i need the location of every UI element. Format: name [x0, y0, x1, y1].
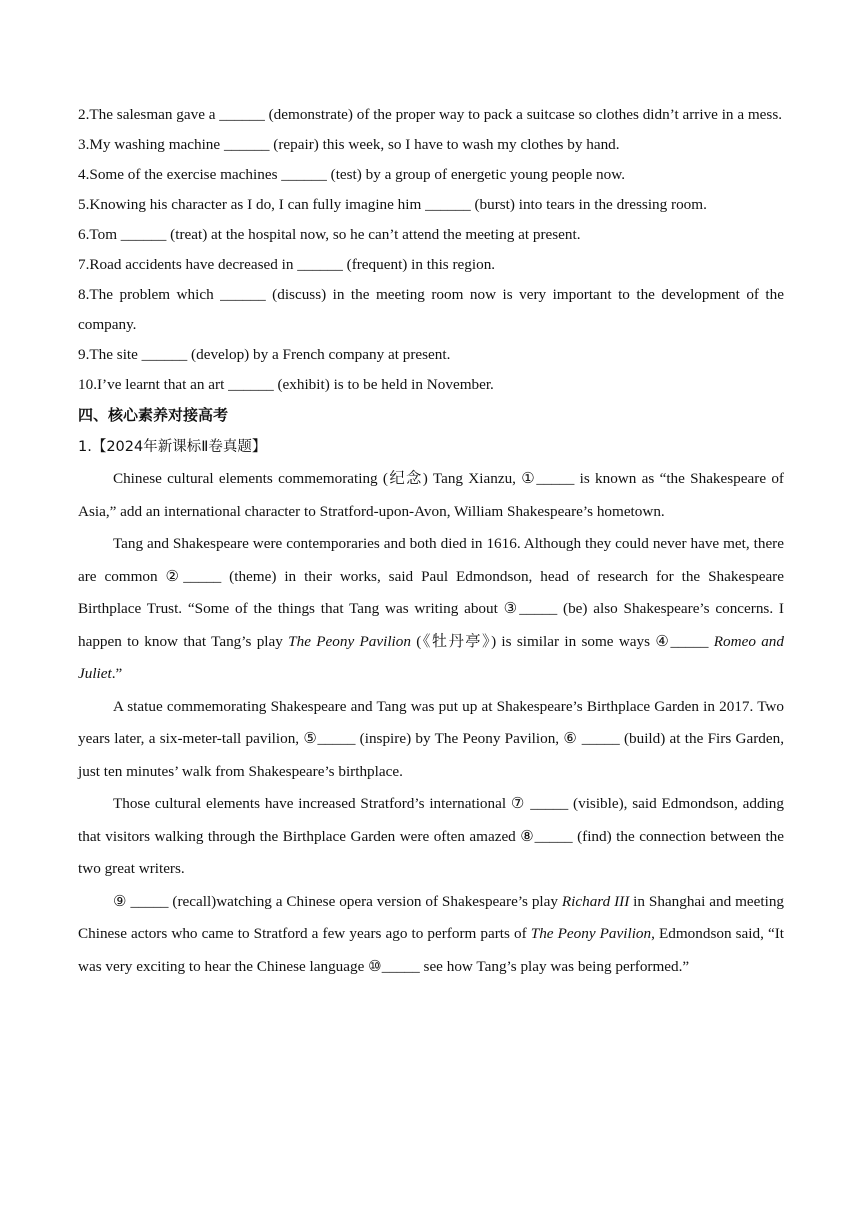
exercise-item-10: 10.I’ve learnt that an art ______ (exhibit) is to be held in November. [78, 376, 494, 393]
exercise-item-6: 6.Tom ______ (treat) at the hospital now, so he can’t attend the meeting at present. [78, 226, 581, 243]
play-title: The Peony Pavilion [288, 632, 411, 650]
exercise-item-2: 2.The salesman gave a ______ (demonstrate) of the proper way to pack a suitcase so clothes didn’t arrive in a mess. [78, 106, 783, 123]
exercise-item-4: 4.Some of the exercise machines ______ (test) by a group of energetic young people now. [78, 166, 626, 183]
play-title: Richard III [561, 892, 630, 910]
exercise-item-3: 3.My washing machine ______ (repair) this week, so I have to wash my clothes by hand. [78, 136, 620, 153]
page-content [78, 100, 784, 983]
play-title: The Peony Pavilion [530, 925, 652, 942]
play-title: Romeo and Juliet [78, 632, 784, 682]
section-title: 四、核心素养对接高考 [78, 406, 229, 424]
question-source: 1.【2024年新课标Ⅱ卷真题】 [78, 439, 267, 455]
exercise-item-8: 8.The problem which ______ (discuss) in the meeting room now is very important to the development of the company. [78, 286, 784, 333]
passage-paragraph-2: Tang and Shakespeare were contemporaries and both died in 1616. Although they could never have met, there are common ②_____ (theme) in their works, said Paul Edmondson, head of research for the Shakespeare Birthplace Trust. “Some of the things that Tang was writing about ③_____ (be) also Shakespeare’s concerns. I happen to know that Tang’s play The Peony Pavilion (《牡丹亭》) is similar in some ways ④_____ Romeo and Juliet.” [78, 535, 784, 682]
passage-paragraph-5: ⑨ _____ (recall)watching a Chinese opera version of Shakespeare’s play Richard III in Shanghai and meeting Chinese actors who came to Stratford a few years ago to perform parts of The Peony Pavilion, Edmondson said, “It was very exciting to hear the Chinese language ⑩_____ see how Tang’s play was being performed.” [78, 892, 785, 975]
passage-paragraph-3: A statue commemorating Shakespeare and Tang was put up at Shakespeare’s Birthplace Garden in 2017. Two years later, a six-meter-tall pavilion, ⑤_____ (inspire) by The Peony Pavilion, ⑥ _____ (build) at the Firs Garden, just ten minutes’ walk from Shakespeare’s birthplace. [78, 697, 784, 780]
passage-paragraph-4: Those cultural elements have increased Stratford’s international ⑦ _____ (visible), said Edmondson, adding that visitors walking through the Birthplace Garden were often amazed ⑧_____ (find) the connection between the two great writers. [78, 795, 784, 877]
exercise-item-5: 5.Knowing his character as I do, I can fully imagine him ______ (burst) into tears in the dressing room. [78, 196, 707, 213]
passage-paragraph-1: Chinese cultural elements commemorating (纪念) Tang Xianzu, ①_____ is known as “the Shakespeare of Asia,” add an international character to Stratford-upon-Avon, William Shakespeare’s hometown. [78, 470, 784, 520]
exercise-item-9: 9.The site ______ (develop) by a French company at present. [78, 346, 451, 363]
exercise-item-7: 7.Road accidents have decreased in ______ (frequent) in this region. [78, 256, 496, 273]
